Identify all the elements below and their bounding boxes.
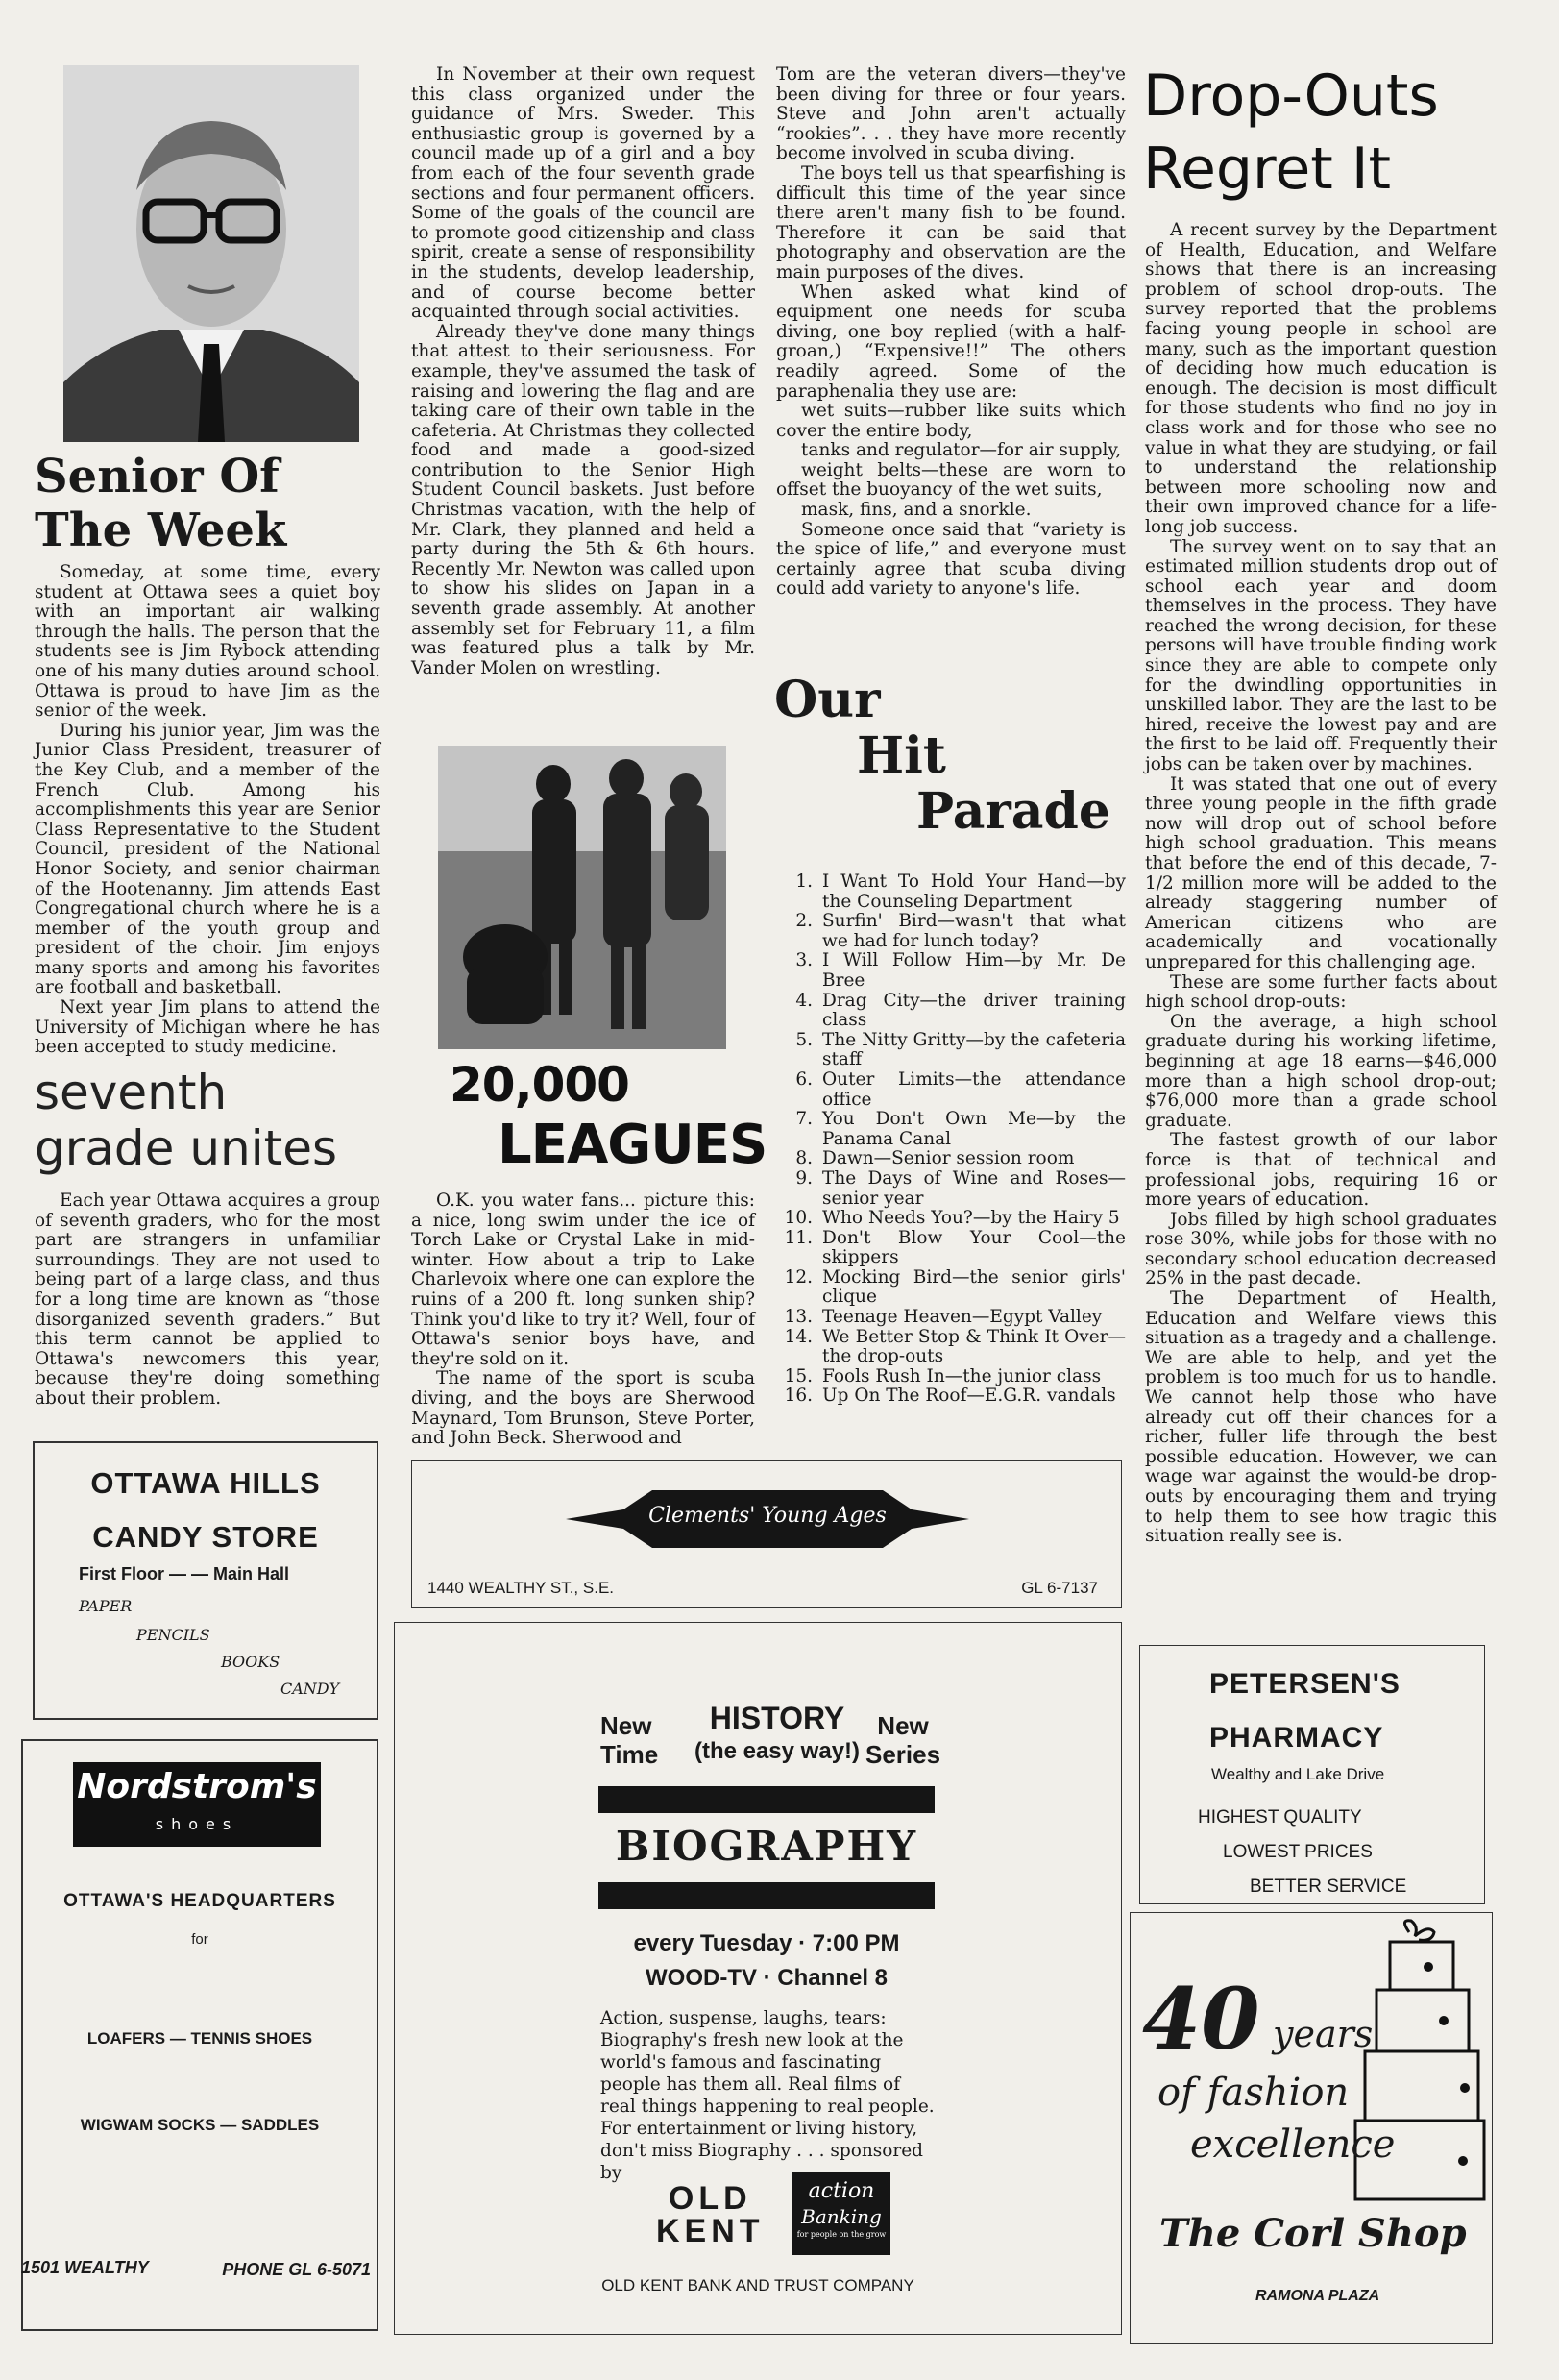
dropouts-paragraph: It was stated that one out of every three young people in the fifth grade now will drop out of school before high school graduation. This means that before the end of this decade, 7-1/2 million more will be added to the already staggering number of American citizens who are academically and vocationally unprepared for this challenging age. (1145, 773, 1497, 972)
scuba-divers-photo (438, 746, 726, 1049)
dropouts-title-line2: Regret It (1143, 135, 1392, 203)
hit-parade-text: You Don't Own Me—by the Panama Canal (822, 1109, 1126, 1149)
gift-box-stack-icon (1352, 1919, 1486, 2236)
hit-parade-item (776, 1031, 1126, 1070)
hit-parade-title-line3: Parade (916, 782, 1110, 841)
clements-logo: Clements' Young Ages (648, 1504, 887, 1528)
candy-item: CANDY (280, 1680, 340, 1698)
seventh-paragraph: Already they've done many things that attest to their seriousness. For example, they've assumed the task of raising and lowering the flag and are taking care of their own table in the cafeteria. At Christmas they collected food and made a good-sized contribution to the Senior High Student Council baskets. Just before Christmas vacation, with the help of Mr. Clark, they planned and held a party during the 5th & 6th hours. Recently Mr. Newton was called upon to show his slides on Japan in a seventh grade assembly. At another assembly set for February 11, a film was featured plus a talk by Mr. Vander Molen on wrestling. (411, 321, 755, 678)
hit-parade-number: 8. (795, 1148, 813, 1169)
hit-parade-number: 6. (795, 1068, 813, 1090)
clements-phone: GL 6-7137 (1021, 1579, 1098, 1597)
nordstrom-line1: OTTAWA'S HEADQUARTERS (63, 1891, 336, 1911)
seventh-title-line1: seventh (35, 1065, 228, 1120)
petersens-line2: LOWEST PRICES (1223, 1842, 1373, 1862)
hit-parade-text: Who Needs You?—by the Hairy 5 (822, 1208, 1120, 1229)
hit-parade-number: 1. (795, 871, 813, 892)
biography-ad (394, 1622, 1122, 2335)
seventh-paragraph: In November at their own request this class organized under the guidance of Mrs. Sweder. This enthusiastic group is governed by a council made up of a girl and a boy from each of the four seventh grade sections and four permanent officers. Some of the goals of the council are to promote good citizenship and class spirit, create a sense of responsibility in the students, develop leadership, and of course become better acquainted through social activities. (411, 64, 755, 323)
hit-parade-number: 11. (784, 1227, 813, 1248)
seventh-paragraph: Each year Ottawa acquires a group of seventh graders, who for the most part are strangers in unfamiliar surroundings. They are not used to being part of a large class, and thus for a long time are known as “those disorganized seventh graders.” But this term cannot be applied to Ottawa's newcomers this year, because they're doing something about their problem. (35, 1190, 380, 1409)
senior-article (35, 563, 380, 1058)
hit-parade-item (776, 951, 1126, 991)
leagues-paragraph: weight belts—these are worn to offset the buoyancy of the wet suits, (776, 459, 1126, 501)
seventh-title-line2: grade unites (35, 1120, 338, 1176)
hit-parade-title-line2: Hit (857, 726, 946, 785)
hit-parade-item (776, 1070, 1126, 1110)
hit-parade-item (776, 1386, 1126, 1407)
leagues-paragraph: wet suits—rubber like suits which cover the entire body, (776, 401, 1126, 441)
divers-image (438, 746, 726, 1049)
nordstrom-ad (21, 1739, 378, 2331)
new-series-line1: New (877, 1711, 929, 1740)
hit-parade-title (774, 673, 1126, 840)
badge-line1: action (808, 2179, 875, 2203)
leagues-paragraph: When asked what kind of equipment one needs for scuba diving, one boy replied (with a half-groan,) “Expensive!!” The others readily agreed. Some of the paraphenalia they use are: (776, 282, 1126, 402)
candy-store-name (35, 1457, 377, 1564)
candy-store-ad (33, 1441, 378, 1720)
leagues-paragraph: The name of the sport is scuba diving, and the boys are Sherwood Maynard, Tom Brunson, Steve Porter, and John Beck. Sherwood and (411, 1368, 755, 1449)
dropouts-paragraph: The Department of Health, Education and Welfare views this situation as a tragedy and a challenge. We are able to help, and yet the problem is too much for us to handle. We cannot help those who have already cut off their chances for a richer, fuller life through the best possible education. However, we can wage war against the would-be drop-outs by encouraging them and trying to help them to see how tragic this situation really see is. (1145, 1288, 1497, 1547)
biography-schedule: every Tuesday · 7:00 PM (633, 1930, 900, 1956)
leagues-title-line2: LEAGUES (498, 1114, 767, 1176)
nordstrom-address: 1501 WEALTHY (21, 2258, 149, 2277)
hit-parade-text: Outer Limits—the attendance office (822, 1068, 1126, 1110)
hit-parade-number: 4. (795, 990, 813, 1011)
hit-parade-number: 2. (795, 911, 813, 932)
hit-parade-text: We Better Stop & Think It Over—the drop-outs (822, 1326, 1126, 1367)
dropouts-paragraph: A recent survey by the Department of Health, Education, and Welfare shows that there is an increasing problem of school drop-outs. The survey reported that the problems facing young people in school are many, such as the important question of deciding how much education is enough. The decision is most difficult for those students who find no joy in class work and for those who see no value in what they are studying, or fail to understand the relationship between more schooling now and their own improved chance for a life-long job success. (1145, 220, 1497, 537)
petersens-location: Wealthy and Lake Drive (1211, 1765, 1385, 1783)
leagues-paragraph: mask, fins, and a snorkle. (801, 500, 1032, 521)
leagues-article (411, 1191, 755, 1449)
hit-parade-item (776, 992, 1126, 1031)
biography-channel: WOOD-TV · Channel 8 (646, 1965, 888, 1991)
badge-line3: for people on the grow (796, 2230, 887, 2239)
leagues-article-continued (776, 65, 1126, 600)
hit-parade-number: 5. (795, 1029, 813, 1050)
hit-parade-text: Don't Blow Your Cool—the skippers (822, 1227, 1126, 1268)
biography-rule-top (598, 1786, 935, 1813)
history-line1: HISTORY (709, 1701, 845, 1735)
hit-parade-text: Up On The Roof—E.G.R. vandals (822, 1386, 1116, 1407)
old-kent-line2: KENT (656, 2213, 765, 2249)
petersens-line3: BETTER SERVICE (1250, 1877, 1407, 1897)
nordstrom-phone: PHONE GL 6-5071 (222, 2260, 371, 2279)
new-time-line1: New (600, 1711, 652, 1740)
candy-location: First Floor — — Main Hall (79, 1564, 290, 1583)
hit-parade-text: Dawn—Senior session room (822, 1148, 1075, 1169)
seventh-title (35, 1065, 380, 1176)
hit-parade-number: 13. (784, 1307, 813, 1328)
biography-new-time (600, 1711, 658, 1769)
nordstrom-line4: WIGWAM SOCKS — SADDLES (80, 2116, 320, 2134)
clements-address: 1440 WEALTHY ST., S.E. (427, 1579, 615, 1597)
old-kent-logo (656, 2182, 765, 2247)
nordstrom-line3: LOAFERS — TENNIS SHOES (86, 2029, 313, 2048)
leagues-paragraph: O.K. you water fans... picture this: a nice, long swim under the ice of Torch Lake or Crystal Lake in mid-winter. How about a trip to Lake Charlevoix where one can explore the ruins of a 200 ft. long sunken ship? Think you'd like to try it? Well, four of Ottawa's senior boys have, and they're sold on it. (411, 1190, 755, 1369)
hit-parade-number: 10. (784, 1208, 813, 1229)
dropouts-paragraph: On the average, a high school graduate during his working lifetime, beginning at age 18 earns—$46,000 more than a high school drop-out; $76,000 more than a grade school graduate. (1145, 1011, 1497, 1131)
candy-name-line2: CANDY STORE (92, 1520, 319, 1554)
hit-parade-item (776, 1268, 1126, 1308)
hit-parade-number: 7. (795, 1109, 813, 1130)
senior-title (35, 450, 380, 557)
leagues-paragraph: Tom are the veteran divers—they've been diving for three or four years. Steve and John aren't actually “rookies”. . . they have more recently become involved in scuba diving. (776, 64, 1126, 164)
corl-big-number: 40 (1142, 1969, 1260, 2069)
badge-line2: Banking (801, 2205, 882, 2228)
petersens-name-line1: PETERSEN'S (1209, 1668, 1401, 1700)
dropouts-paragraph: The fastest growth of our labor force is that of technical and professional jobs, requiring 16 or more years of education. (1145, 1130, 1497, 1211)
petersens-name-line2: PHARMACY (1209, 1722, 1384, 1754)
corl-years: years (1273, 2013, 1374, 2055)
candy-item: BOOKS (221, 1653, 280, 1671)
corl-shop-name: The Corl Shop (1159, 2211, 1467, 2256)
nordstrom-line2: for (191, 1931, 208, 1948)
nordstrom-logo (73, 1762, 321, 1847)
hit-parade-number: 16. (784, 1386, 813, 1407)
leagues-title (450, 1055, 767, 1176)
senior-paragraph: During his junior year, Jim was the Junior Class President, treasurer of the Key Club, and a member of the French Club. Among his accomplishments this year are Senior Class Representative to the Student Council, president of the National Honor Society, and senior chairman of the Hootenanny. Jim attends East Congregational church where he is a member of the youth group and president of the choir. Jim enjoys many sports and among his favorites are football and basketball. (35, 720, 380, 998)
senior-paragraph: Next year Jim plans to attend the University of Michigan where he has been accepted to study medicine. (35, 997, 380, 1058)
hit-parade-item (776, 872, 1126, 912)
hit-parade-number: 12. (784, 1266, 813, 1288)
hit-parade-number: 3. (795, 950, 813, 971)
petersens-name (1209, 1657, 1401, 1765)
biography-rule-bottom (598, 1882, 935, 1909)
hit-parade-text: The Days of Wine and Roses—senior year (822, 1167, 1126, 1209)
hit-parade-text: Surfin' Bird—wasn't that what we had for lunch today? (822, 911, 1126, 951)
hit-parade-number: 14. (784, 1326, 813, 1347)
dropouts-paragraph: The survey went on to say that an estimated million students drop out of school each year and doom themselves in the process. They have reached the wrong decision, for these persons will have trouble finding work since they are able to compete only for the dwindling opportunities in unskilled labor. They are the last to be hired, receive the lowest pay and are the first to be laid off. Frequently their jobs can be taken over by machines. (1145, 536, 1497, 775)
dropouts-paragraph: Jobs filled by high school graduates rose 30%, while jobs for those with no secondary school education decreased 25% in the past decade. (1145, 1209, 1497, 1289)
biography-history (681, 1700, 873, 1767)
corl-plaza: RAMONA PLAZA (1255, 2288, 1380, 2304)
seventh-article (35, 1191, 380, 1410)
hit-parade-text: Teenage Heaven—Egypt Valley (822, 1307, 1103, 1328)
hit-parade-item (776, 1110, 1126, 1149)
seventh-article-continued (411, 65, 755, 678)
senior-paragraph: Someday, at some time, every student at Ottawa sees a quiet boy with an important air walking through the halls. The person that the students see is Jim Rybock attending one of his many duties around school. Ottawa is proud to have Jim as the senior of the week. (35, 562, 380, 722)
dropouts-article (1145, 221, 1497, 1547)
corl-shop-ad (1130, 1912, 1493, 2344)
hit-parade-item (776, 1367, 1126, 1387)
corl-excellence: excellence (1190, 2122, 1396, 2167)
hit-parade-text: Drag City—the driver training class (822, 990, 1126, 1031)
hit-parade-item (776, 1169, 1126, 1209)
hit-parade-text: The Nitty Gritty—by the cafeteria staff (822, 1029, 1126, 1070)
nordstrom-logo-text: Nordstrom's (77, 1767, 317, 1806)
old-kent-line1: OLD (668, 2180, 752, 2217)
candy-name-line1: OTTAWA HILLS (90, 1466, 321, 1500)
hit-parade-text: I Will Follow Him—by Mr. De Bree (822, 950, 1126, 991)
hit-parade-text: I Want To Hold Your Hand—by the Counseling Department (822, 871, 1126, 912)
petersens-line1: HIGHEST QUALITY (1198, 1807, 1362, 1828)
hit-parade-text: Fools Rush In—the junior class (822, 1365, 1102, 1386)
action-banking-badge (792, 2172, 890, 2255)
dropouts-title (1143, 60, 1527, 206)
leagues-title-line1: 20,000 (450, 1057, 629, 1113)
biography-new-series (865, 1711, 940, 1769)
candy-item: PAPER (79, 1597, 133, 1615)
hit-parade-item (776, 1328, 1126, 1367)
hit-parade-item (776, 912, 1126, 951)
dropouts-title-line1: Drop-Outs (1143, 62, 1439, 130)
portrait-image (63, 65, 359, 442)
corl-of-fashion: of fashion (1157, 2071, 1350, 2115)
clements-ad (411, 1460, 1122, 1608)
leagues-paragraph: tanks and regulator—for air supply, (801, 440, 1122, 461)
candy-item: PENCILS (136, 1626, 210, 1644)
biography-description: Action, suspense, laughs, tears: Biography's fresh new look at the world's famous and fascinating people has them all. Real films of real things happening to real people. For entertainment or living history, don't miss Biography . . . sponsored by (600, 2008, 935, 2183)
hit-parade-item (776, 1149, 1126, 1169)
hit-parade-item (776, 1308, 1126, 1328)
new-time-line2: Time (600, 1740, 659, 1769)
dropouts-paragraph: These are some further facts about high school drop-outs: (1145, 971, 1497, 1013)
biography-title: BIOGRAPHY (615, 1823, 918, 1870)
senior-title-line2: The Week (35, 503, 287, 557)
history-line2: (the easy way!) (694, 1738, 861, 1764)
nordstrom-logo-sub: shoes (155, 1815, 239, 1833)
hit-parade-title-line1: Our (774, 671, 881, 729)
senior-portrait-photo (63, 65, 359, 442)
leagues-paragraph: Someone once said that “variety is the spice of life,” and everyone must certainly agree that scuba diving could add variety to anyone's life. (776, 519, 1126, 600)
hit-parade-item (776, 1209, 1126, 1229)
hit-parade-number: 9. (795, 1167, 813, 1189)
old-kent-bank-name: OLD KENT BANK AND TRUST COMPANY (601, 2276, 914, 2294)
hit-parade-list (776, 872, 1126, 1407)
hit-parade-number: 15. (784, 1365, 813, 1386)
hit-parade-item (776, 1229, 1126, 1268)
senior-title-line1: Senior Of (35, 450, 280, 503)
new-series-line2: Series (865, 1740, 941, 1769)
hit-parade-text: Mocking Bird—the senior girls' clique (822, 1266, 1126, 1308)
leagues-paragraph: The boys tell us that spearfishing is difficult this time of the year since there aren't many fish to be found. Therefore it can be said that photography and observation are the main purposes of the dives. (776, 162, 1126, 282)
petersens-pharmacy-ad (1139, 1645, 1485, 1904)
